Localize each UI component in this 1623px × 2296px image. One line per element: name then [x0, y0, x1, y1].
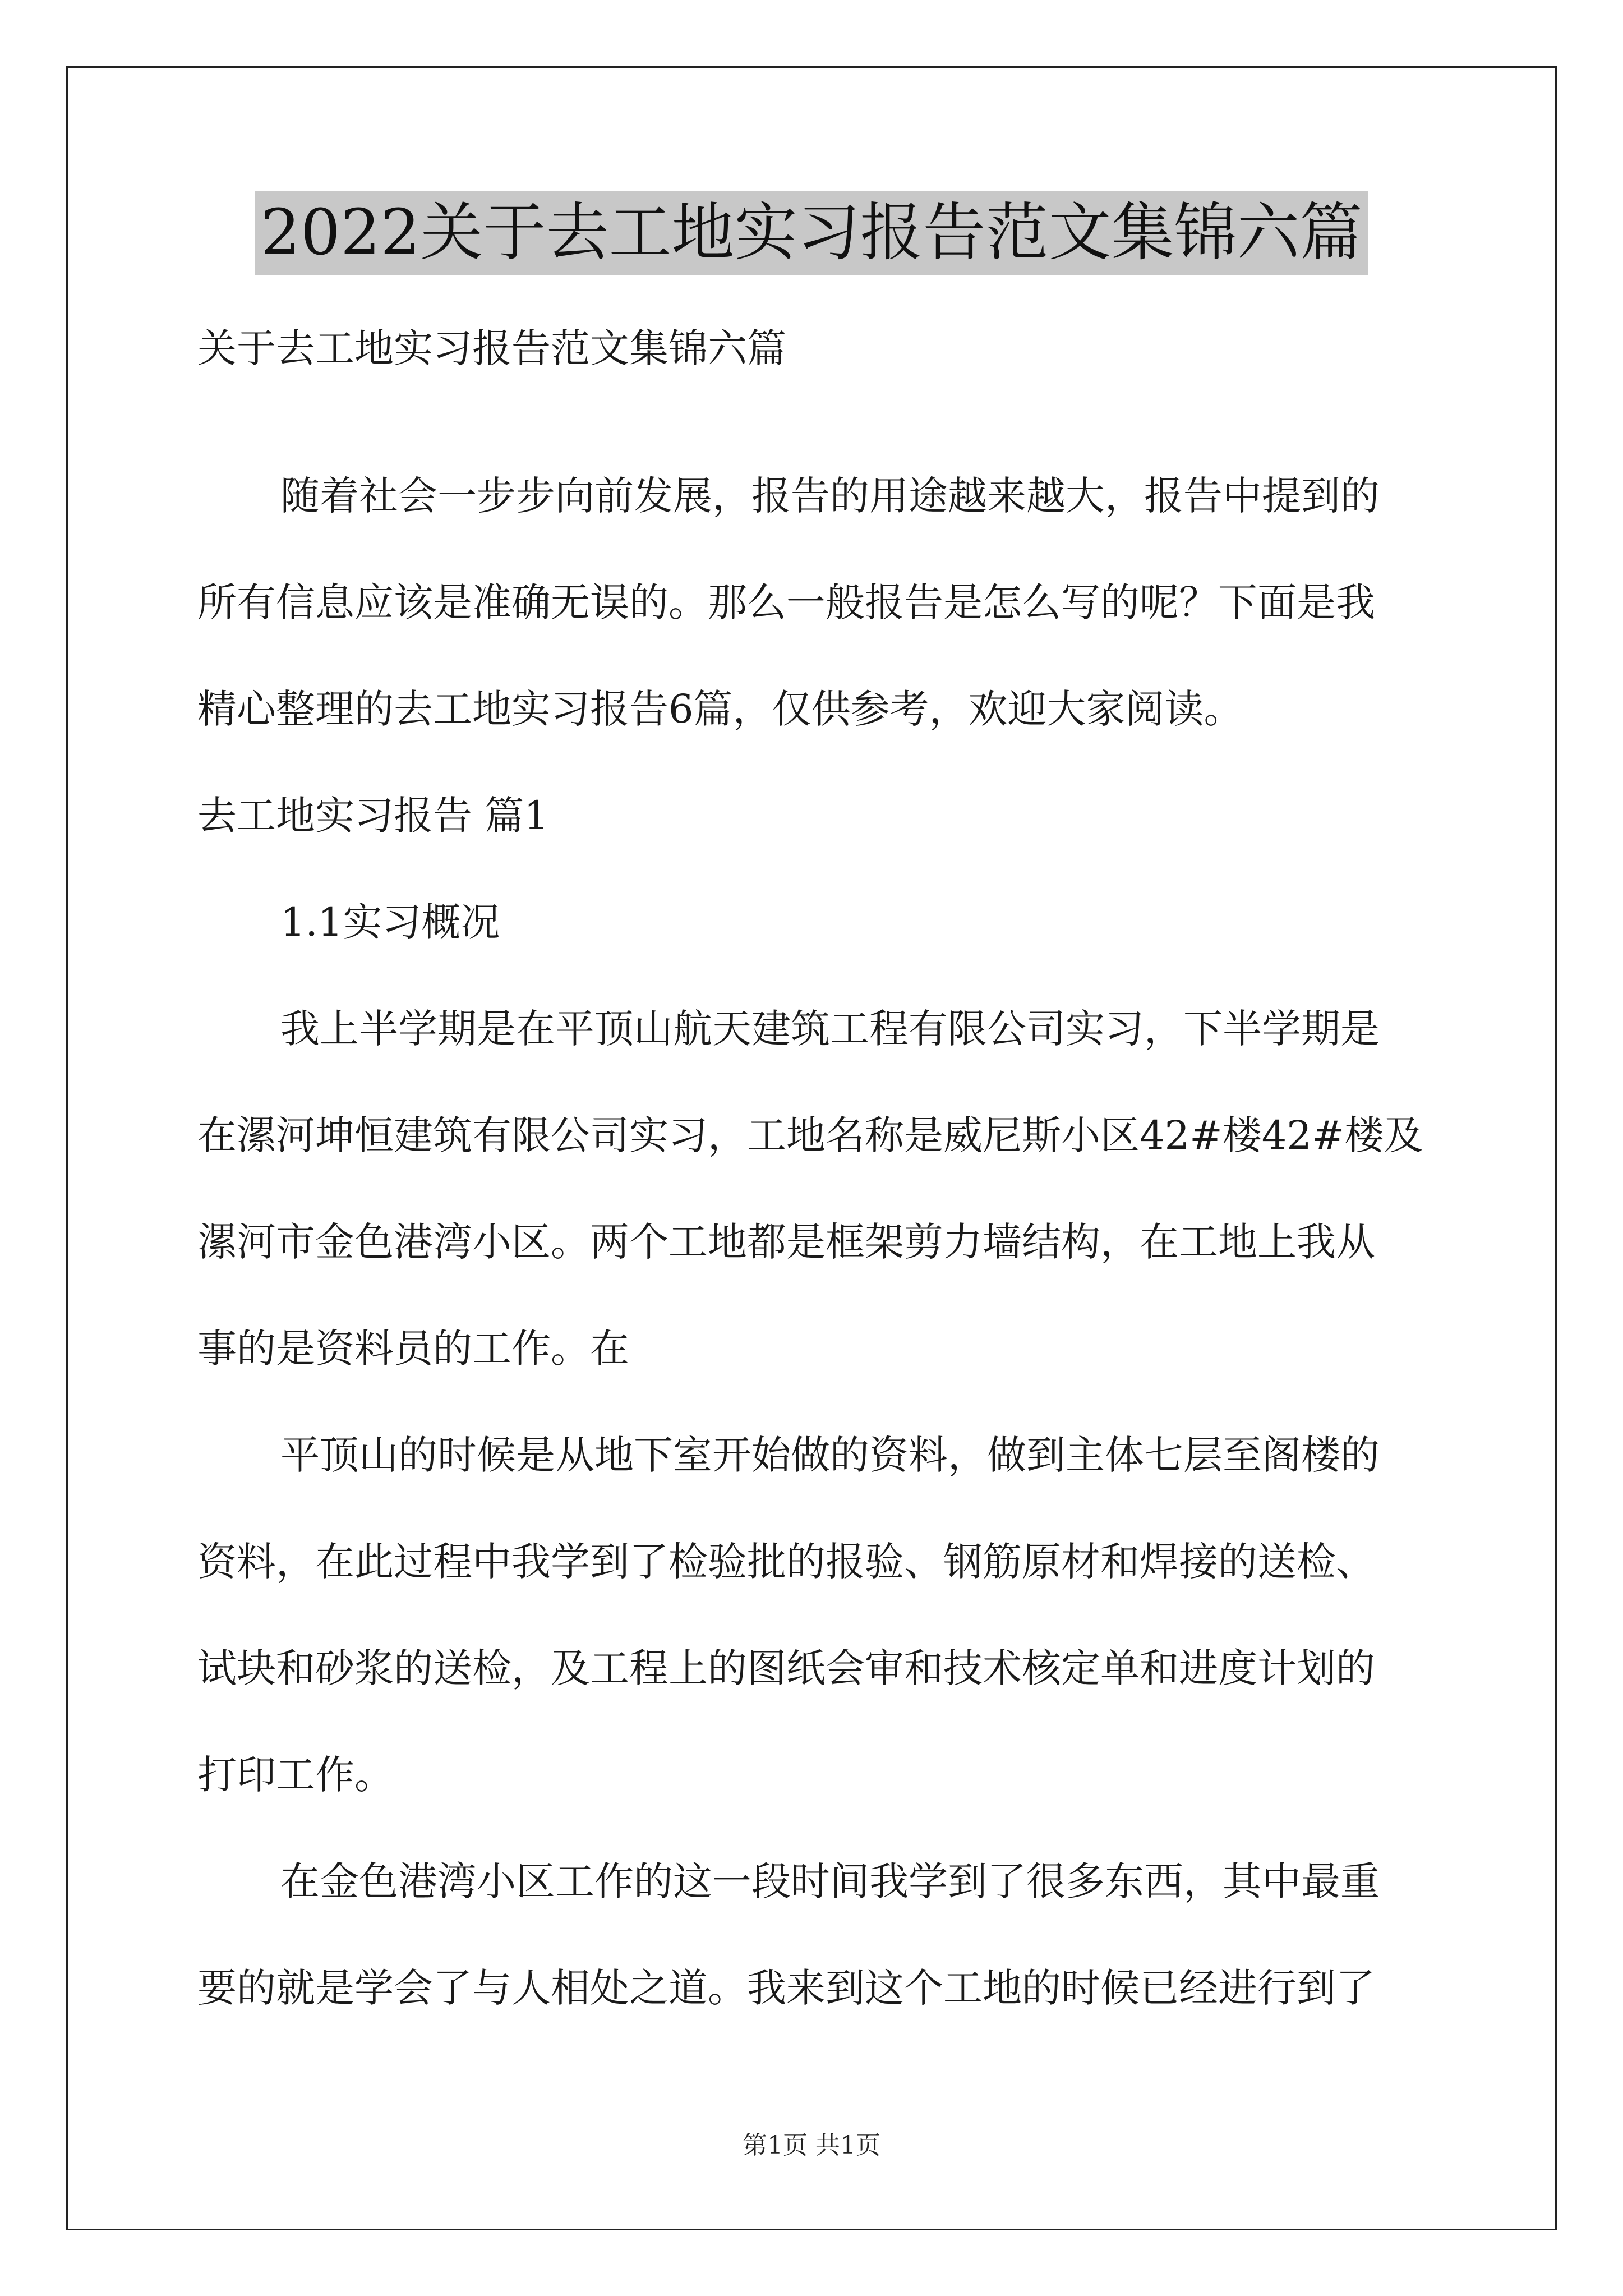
paragraph-line: 漯河市金色港湾小区。两个工地都是框架剪力墙结构，在工地上我从	[197, 1219, 1375, 1265]
section-heading: 去工地实习报告 篇1	[197, 793, 549, 839]
paragraph-line: 随着社会一步步向前发展，报告的用途越来越大，报告中提到的	[280, 473, 1380, 519]
subsection-heading: 1.1实习概况	[280, 899, 500, 945]
title-container	[0, 191, 1623, 275]
subtitle-line: 关于去工地实习报告范文集锦六篇	[197, 325, 786, 371]
paragraph-line: 资料，在此过程中我学到了检验批的报验、钢筋原材和焊接的送检、	[197, 1539, 1375, 1585]
document-title: 2022关于去工地实习报告范文集锦六篇	[255, 191, 1368, 275]
paragraph-line: 我上半学期是在平顶山航天建筑工程有限公司实习，下半学期是	[280, 1006, 1380, 1052]
paragraph-line: 所有信息应该是准确无误的。那么一般报告是怎么写的呢？下面是我	[197, 579, 1375, 625]
paragraph-line: 在金色港湾小区工作的这一段时间我学到了很多东西，其中最重	[280, 1858, 1380, 1904]
page-number-footer: 第1页 共1页	[743, 2131, 880, 2160]
paragraph-line: 试块和砂浆的送检，及工程上的图纸会审和技术核定单和进度计划的	[197, 1645, 1375, 1691]
paragraph-line: 打印工作。	[197, 1752, 394, 1798]
paragraph-line: 要的就是学会了与人相处之道。我来到这个工地的时候已经进行到了	[197, 1965, 1375, 2011]
paragraph-line: 事的是资料员的工作。在	[197, 1326, 629, 1372]
paragraph-line: 在漯河坤恒建筑有限公司实习，工地名称是威尼斯小区42#楼42#楼及	[197, 1112, 1423, 1158]
paragraph-line: 精心整理的去工地实习报告6篇，仅供参考，欢迎大家阅读。	[197, 686, 1243, 732]
paragraph-line: 平顶山的时候是从地下室开始做的资料，做到主体七层至阁楼的	[280, 1432, 1380, 1478]
